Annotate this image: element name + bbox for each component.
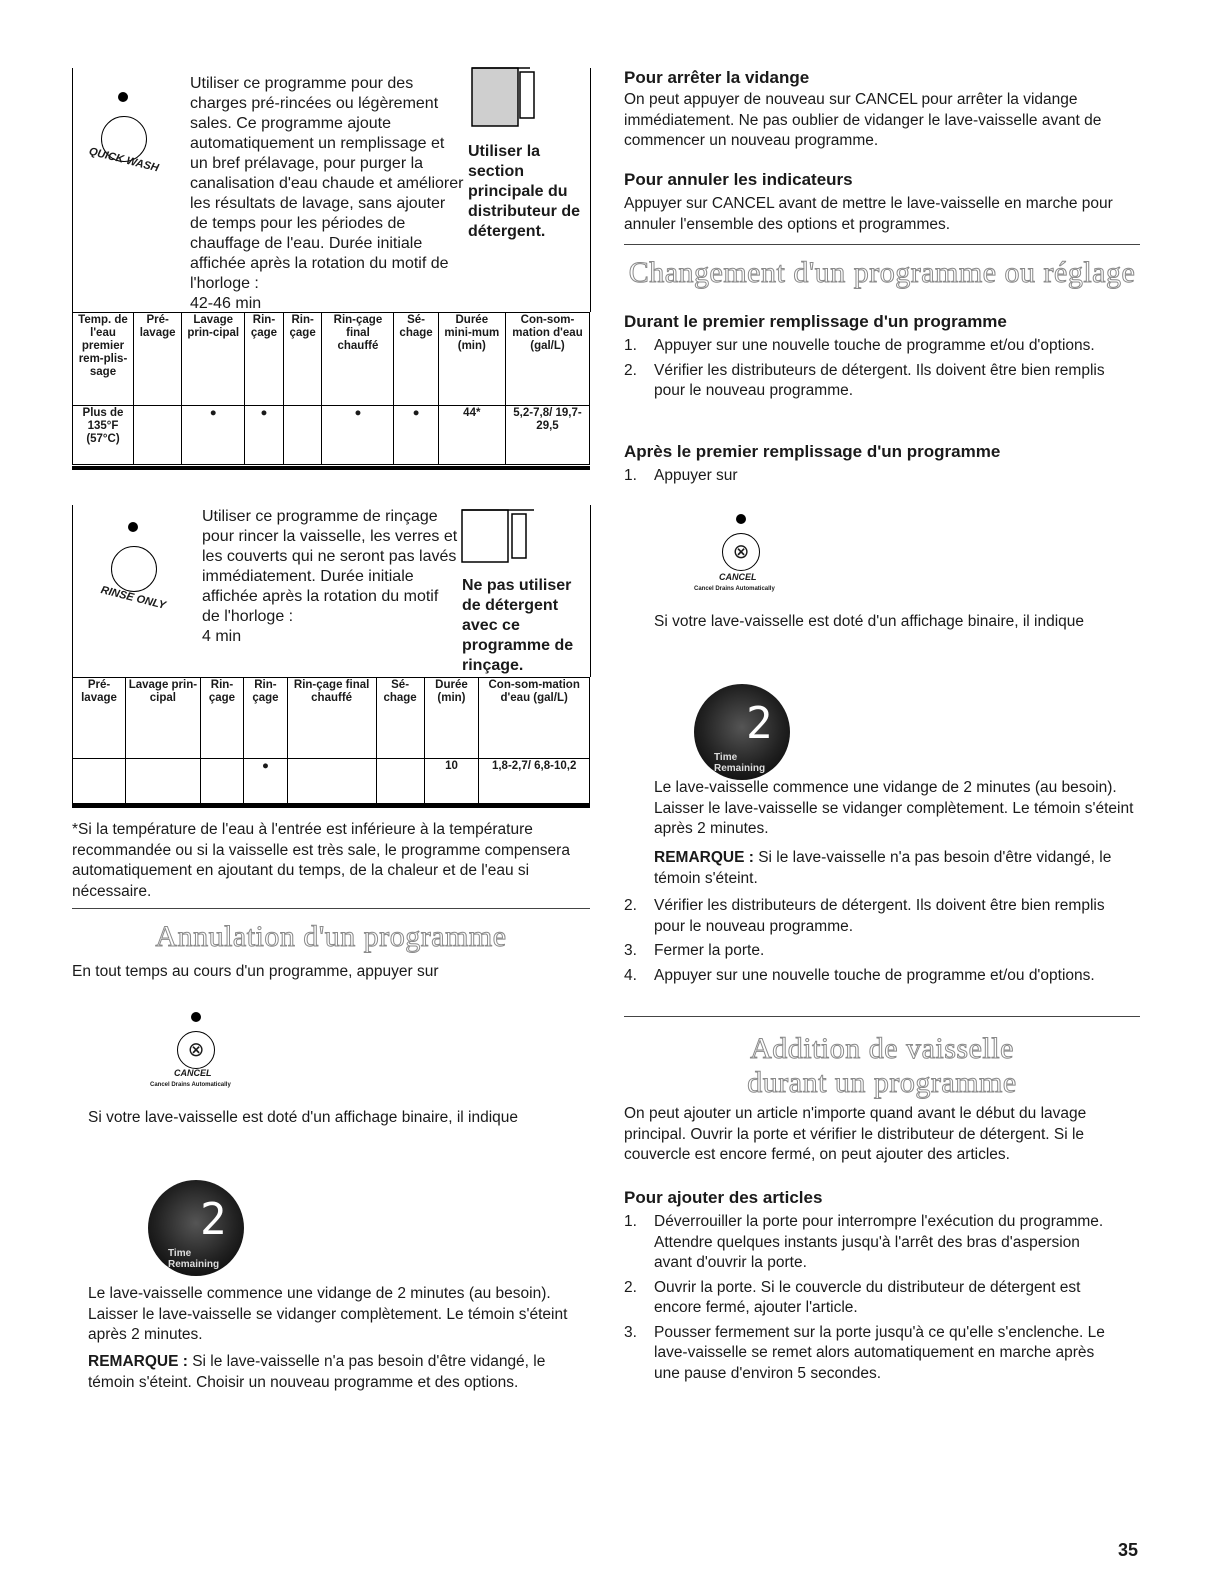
table-cell: ● (322, 406, 394, 465)
table-cell: 5,2-7,8/ 19,7-29,5 (505, 406, 589, 465)
list-item-text: Appuyer sur (654, 467, 738, 484)
quick-wash-description (190, 74, 466, 314)
quick-wash-detergent-note: Utiliser la section principale du distributeur de détergent. (468, 143, 581, 240)
cancel-indicator-light (736, 514, 746, 524)
rinse-only-detergent-note: Ne pas utiliser de détergent avec ce programme de rinçage. (462, 577, 574, 674)
list-item: 3. Pousser fermement sur la porte jusqu'à ce qu'elle s'enclenche. Le lave-vaisselle se remet alors automatiquement en marche après une pause d'environ 5 secondes. (624, 1323, 1105, 1382)
quick-wash-indicator-light (118, 92, 128, 102)
table-header-cell: Durée mini-mum (min) (438, 313, 505, 406)
add-dishes-title-line-2: durant un programme (747, 1066, 1017, 1099)
right-remarque (654, 848, 1124, 889)
remarque-label: REMARQUE : (88, 1353, 188, 1370)
add-items-list (624, 1212, 1119, 1384)
right-drain-text: Le lave-vaisselle commence une vidange de 2 minutes (au besoin). Laisser le lave-vaisselle se vidanger complètement. Le témoin s'éteint après 2 minutes. (654, 779, 1134, 837)
after-fill-title: Après le premier remplissage d'un programme (624, 442, 1001, 461)
footnote: *Si la température de l'eau à l'entrée est inférieure à la température recommandée ou si la vaisselle est très sale, le programme compensera automatiquement en ajoutant du temps, de la chaleur et de l'eau si nécessaire. (72, 821, 570, 900)
table-header-cell: Rin-çage (200, 678, 243, 759)
rinse-only-description-text: Utiliser ce programme de rinçage pour rincer la vaisselle, les verres et les couverts qui ne seront pas lavés immédiatement. Durée initiale affichée après la rotation du motif de l'horloge : (202, 508, 458, 625)
annulation-title: Annulation d'un programme (155, 920, 507, 953)
section-rule (624, 244, 1140, 245)
page-number: 35 (1118, 1540, 1139, 1560)
table-cell (126, 759, 201, 804)
list-item-text: Pousser fermement sur la porte jusqu'à ce qu'elle s'enclenche. Le lave-vaisselle se remet alors automatiquement en marche après une pause d'environ 5 secondes. (654, 1323, 1105, 1382)
cancel-sublabel: Cancel Drains Automatically (150, 1082, 231, 1088)
list-item: 3. Fermer la porte. (624, 942, 765, 959)
annulation-binary-text: Si votre lave-vaisselle est doté d'un affichage binaire, il indique (88, 1109, 519, 1126)
section-divider (72, 804, 590, 808)
after-fill-list (624, 896, 1119, 986)
section-rule (624, 1016, 1140, 1017)
rinse-only-dial-label: RINSE ONLY (99, 584, 167, 612)
list-item: 4. Appuyer sur une nouvelle touche de programme et/ou d'options. (624, 966, 1095, 984)
list-item-text: Appuyer sur une nouvelle touche de programme et/ou d'options. (654, 337, 1095, 354)
remarque-text: Si le lave-vaisselle n'a pas besoin d'être vidangé, le témoin s'éteint. Choisir un nouveau programme et des options. (88, 1353, 546, 1391)
cancel-indicators-title: Pour annuler les indicateurs (624, 170, 853, 189)
display-digit: 2 (746, 698, 773, 749)
list-item: 2. Ouvrir la porte. Si le couvercle du distributeur de détergent est encore fermé, ajouter l'article. (624, 1278, 1081, 1316)
list-item: 2. Vérifier les distributeurs de détergent. Ils doivent être bien remplis pour le nouveau programme. (624, 361, 1105, 399)
annulation-remarque (88, 1352, 588, 1393)
table-cell: ● (245, 406, 284, 465)
list-item-text: Vérifier les distributeurs de détergent. Ils doivent être bien remplis pour le nouveau programme. (654, 897, 1105, 935)
table-header-cell: Pré-lavage (134, 313, 182, 406)
list-item: 2. Vérifier les distributeurs de détergent. Ils doivent être bien remplis pour le nouveau programme. (624, 897, 1105, 935)
list-item-text: Fermer la porte. (654, 942, 765, 959)
table-cell: 10 (424, 759, 479, 804)
rinse-only-duration: 4 min (202, 628, 242, 645)
table-cell: ● (394, 406, 438, 465)
table-header-cell: Rin-çage final chauffé (322, 313, 394, 406)
table-row (73, 406, 590, 465)
quick-wash-table (72, 312, 590, 465)
table-header-cell: Rin-çage (245, 313, 284, 406)
table-header-cell: Sé-chage (394, 313, 438, 406)
rinse-only-description (202, 507, 458, 647)
change-program-title: Changement d'un programme ou réglage (628, 256, 1136, 289)
add-dishes-text: On peut ajouter un article n'importe quand avant le début du lavage principal. Ouvrir la porte et vérifier le distributeur de détergent. Si le couvercle est encore fermé, on peut ajouter des articles. (624, 1105, 1087, 1163)
stop-drain-title: Pour arrêter la vidange (624, 68, 810, 87)
after-fill-step-1: 1. Appuyer sur (624, 467, 738, 484)
annulation-drain-text: Le lave-vaisselle commence une vidange de 2 minutes (au besoin). Laisser le lave-vaisselle se vidanger complètement. Le témoin s'éteint après 2 minutes. (88, 1285, 568, 1343)
cancel-label: CANCEL (719, 572, 757, 582)
table-header-cell: Rin-çage (283, 313, 322, 406)
table-cell: ● (244, 759, 287, 804)
table-header-cell: Lavage prin-cipal (182, 313, 245, 406)
rinse-only-dial-icon (111, 546, 157, 592)
table-header-cell: Con-som-mation d'eau (gal/L) (479, 678, 590, 759)
list-item-text: Ouvrir la porte. Si le couvercle du distributeur de détergent est encore fermé, ajouter l'article. (654, 1278, 1081, 1316)
table-cell (200, 759, 243, 804)
cancel-button-icon: ⊗ (722, 533, 760, 571)
table-cell: 1,8-2,7/ 6,8-10,2 (479, 759, 590, 804)
list-item: 1. Appuyer sur une nouvelle touche de programme et/ou d'options. (624, 337, 1095, 354)
table-cell: Plus de 135°F (57°C) (73, 406, 134, 465)
time-remaining-display (694, 684, 790, 780)
quick-wash-description-text: Utiliser ce programme pour des charges pré-rincées ou légèrement sales. Ce programme ajoute automatiquement un remplissage et un bref prélavage, pour purger la canalisation d'eau chaude et améliorer les résultats de lavage, sans ajouter de temps pour les périodes de chauffage de l'eau. Durée initiale affichée après la rotation du motif de l'horloge : (190, 75, 464, 292)
time-remaining-display (148, 1180, 244, 1276)
annulation-intro: En tout temps au cours d'un programme, appuyer sur (72, 963, 439, 980)
detergent-dispenser-empty-icon (460, 506, 542, 566)
list-item-text: Vérifier les distributeurs de détergent. Ils doivent être bien remplis pour le nouveau programme. (654, 361, 1105, 399)
table-row (73, 759, 590, 804)
table-header-cell: Durée (min) (424, 678, 479, 759)
cancel-indicator-light (191, 1012, 201, 1022)
first-fill-title: Durant le premier remplissage d'un programme (624, 312, 1007, 331)
table-header-cell: Temp. de l'eau premier rem-plis-sage (73, 313, 134, 406)
table-cell (376, 759, 424, 804)
table-cell (73, 759, 126, 804)
list-item: 1. Déverrouiller la porte pour interrompre l'exécution du programme. Attendre quelques instants jusqu'à l'arrêt des bras d'aspersion avant d'ouvrir la porte. (624, 1213, 1104, 1271)
table-header-cell: Con-som-mation d'eau (gal/L) (505, 313, 589, 406)
display-digit: 2 (200, 1194, 227, 1245)
table-cell: 44* (438, 406, 505, 465)
display-caption: Time Remaining (168, 1248, 220, 1270)
list-item-text: Appuyer sur une nouvelle touche de programme et/ou d'options. (654, 966, 1095, 984)
rinse-only-table (72, 677, 590, 804)
table-cell (134, 406, 182, 465)
cancel-sublabel: Cancel Drains Automatically (694, 586, 775, 592)
table-header-cell: Rin-çage final chauffé (287, 678, 376, 759)
stop-drain-text: On peut appuyer de nouveau sur CANCEL pour arrêter la vidange immédiatement. Ne pas oublier de vidanger le lave-vaisselle avant de commencer un nouveau programme. (624, 91, 1102, 149)
cancel-label: CANCEL (174, 1068, 212, 1078)
add-items-title: Pour ajouter des articles (624, 1188, 823, 1207)
section-divider (72, 466, 590, 470)
table-header-cell: Lavage prin-cipal (126, 678, 201, 759)
right-binary-text: Si votre lave-vaisselle est doté d'un affichage binaire, il indique (654, 613, 1085, 630)
remarque-text: Si le lave-vaisselle n'a pas besoin d'être vidangé, le témoin s'éteint. (654, 849, 1112, 887)
detergent-dispenser-main-icon (470, 64, 542, 128)
table-header-row (73, 313, 590, 406)
list-item-text: Déverrouiller la porte pour interrompre l'exécution du programme. Attendre quelques instants jusqu'à l'arrêt des bras d'aspersion avant d'ouvrir la porte. (654, 1213, 1104, 1271)
table-header-row (73, 678, 590, 759)
remarque-label: REMARQUE : (654, 849, 754, 866)
rinse-only-indicator-light (128, 522, 138, 532)
table-cell (283, 406, 322, 465)
quick-wash-duration: 42-46 min (190, 295, 262, 312)
cancel-indicators-text: Appuyer sur CANCEL avant de mettre le lave-vaisselle en marche pour annuler l'ensemble des options et programmes. (624, 195, 1113, 233)
cancel-button-icon: ⊗ (177, 1031, 215, 1069)
add-dishes-title-line-1: Addition de vaisselle (750, 1032, 1014, 1065)
table-cell: ● (182, 406, 245, 465)
section-rule (72, 908, 590, 909)
table-cell (287, 759, 376, 804)
display-caption: Time Remaining (714, 752, 766, 774)
table-header-cell: Sé-chage (376, 678, 424, 759)
table-header-cell: Pré-lavage (73, 678, 126, 759)
quick-wash-dial-label: QUICK WASH (87, 145, 160, 175)
first-fill-list (624, 336, 1114, 402)
table-header-cell: Rin-çage (244, 678, 287, 759)
